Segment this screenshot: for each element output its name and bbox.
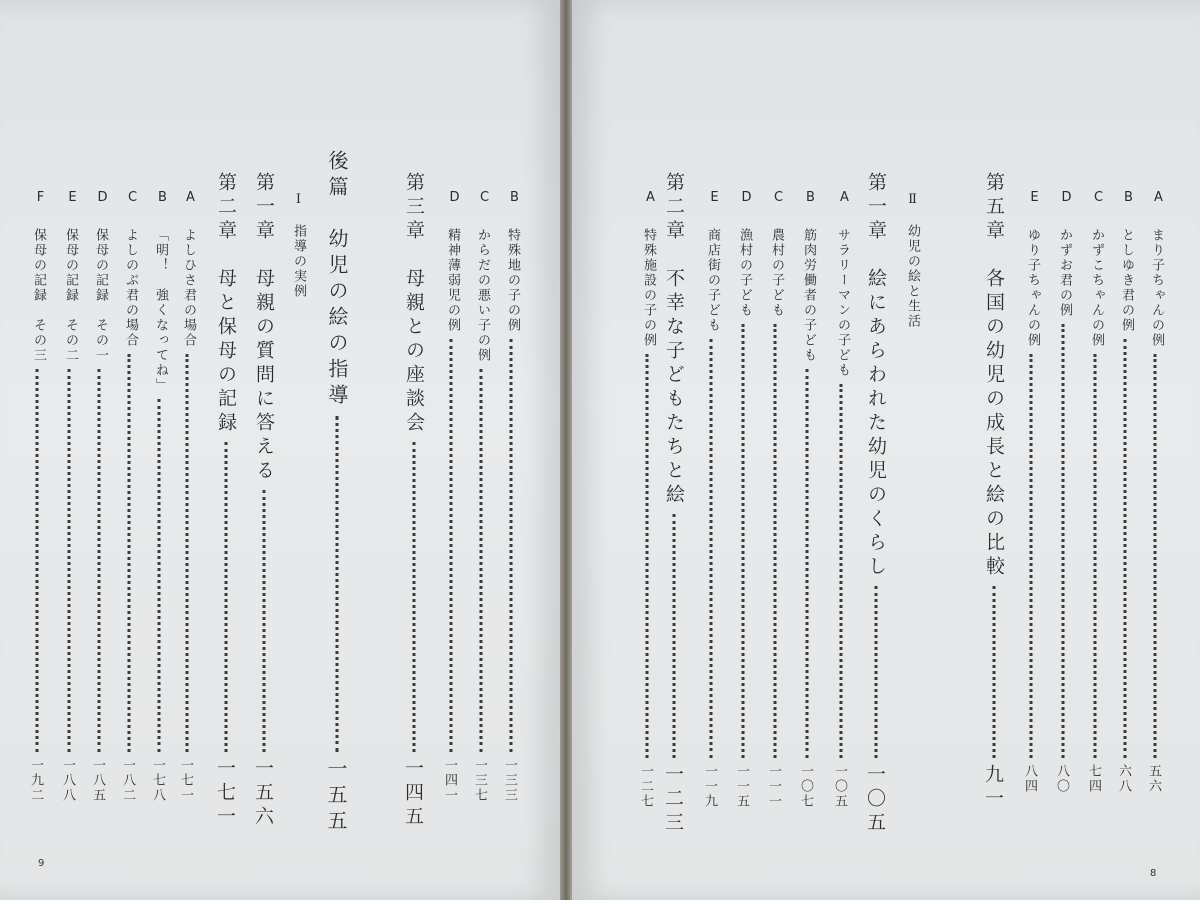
toc-entry-title: よしひさ君の場合 [181,228,196,348]
toc-entry-left-F [26,0,48,900]
toc-entry-label: D [95,190,110,207]
leader-dots [875,586,878,758]
toc-entry-title: 第五章 各国の幼児の成長と絵の比較 [983,172,1005,580]
toc-entry-label: A [1151,190,1166,207]
toc-entry-page-number: 一〇七 [798,764,813,809]
toc-entry-label: C [1091,190,1106,207]
toc-chapter-left-2 [212,0,240,900]
toc-entry-title: ゆり子ちゃんの例 [1025,228,1040,348]
toc-entry-page-number: 一九二 [28,758,43,803]
toc-entry-page-number: 八四 [1022,764,1037,794]
toc-part-later [322,0,352,900]
toc-entry-page-number: 一五六 [252,758,274,830]
leader-dots [742,324,745,758]
toc-entry-left-D2 [440,0,462,900]
toc-entry-label: E [65,190,80,207]
book-gutter [560,0,572,900]
toc-entry-label: B [155,190,170,207]
leader-dots [263,490,266,752]
toc-entry-title: まり子ちゃんの例 [1149,228,1164,348]
leader-dots [336,416,339,752]
toc-entry-page-number: 九一 [982,764,1004,812]
toc-entry-page-number: 一〇五 [864,764,886,836]
leader-dots [710,339,713,758]
toc-entry-label: B [803,190,818,207]
toc-entry-page-number: 八〇 [1054,764,1069,794]
toc-entry-left-A [176,0,198,900]
toc-entry-page-number: 一八二 [120,758,135,803]
toc-entry-label: E [707,190,722,207]
toc-entry-right-C [1084,0,1106,900]
leader-dots [840,384,843,758]
toc-entry-title: Ⅱ 幼児の絵と生活 [905,192,920,329]
toc-entry-page-number: 一五五 [324,758,348,836]
toc-entry-page-number: 一八八 [60,758,75,803]
toc-entry-title: 商店街の子ども [705,228,720,333]
toc-entry-right-A2 [830,0,852,900]
toc-entry-page-number: 一八五 [90,758,105,803]
toc-entry-right-E2 [700,0,722,900]
toc-entry-left-B [148,0,170,900]
toc-chapter-right-5 [980,0,1008,900]
toc-entry-page-number: 一七一 [178,758,193,803]
leader-dots [673,514,676,758]
leader-dots [413,442,416,752]
toc-entry-title: 後篇 幼児の絵の指導 [325,150,349,410]
toc-entry-right-B [1114,0,1136,900]
toc-entry-title: 保母の記録 その二 [63,228,78,363]
toc-entry-title: 第二章 不幸な子どもたちと絵 [663,172,685,508]
toc-entry-title: 特殊地の子の例 [505,228,520,333]
toc-entry-title: 「明！ 強くなってね」 [153,228,168,393]
toc-entry-left-B2 [500,0,522,900]
toc-entry-page-number: 一四五 [402,758,424,830]
toc-entry-page-number: 七四 [1086,764,1101,794]
toc-entry-title: 第一章 絵にあらわれた幼児のくらし [865,172,887,580]
toc-entry-title: からだの悪い子の例 [475,228,490,363]
toc-entry-label: D [739,190,754,207]
toc-entry-title: 保母の記録 その三 [31,228,46,363]
toc-entry-page-number: 一一五 [734,764,749,809]
toc-entry-page-number: 六八 [1116,764,1131,794]
toc-entry-label: C [771,190,786,207]
toc-entry-label: A [643,190,658,207]
leader-dots [1030,354,1033,758]
toc-entry-title: 漁村の子ども [737,228,752,318]
toc-entry-page-number: 一〇五 [832,764,847,809]
page-number-right: 8 [1150,868,1157,879]
toc-entry-page-number: 一七一 [214,758,236,830]
toc-entry-left-D [88,0,110,900]
toc-entry-label: D [447,190,462,207]
leader-dots [450,339,453,752]
toc-entry-page-number: 一三七 [472,758,487,803]
toc-entry-left-C [118,0,140,900]
leader-dots [1124,339,1127,758]
toc-entry-title: 第三章 母親との座談会 [403,172,425,436]
toc-entry-right-A [1144,0,1166,900]
toc-entry-right-C2 [764,0,786,900]
toc-entry-title: 特殊施設の子の例 [641,228,656,348]
leader-dots [510,339,513,752]
leader-dots [36,369,39,752]
toc-entry-page-number: 一二七 [638,764,653,809]
toc-entry-right-D2 [732,0,754,900]
toc-entry-title: Ⅰ 指導の実例 [291,192,306,299]
toc-part-I [286,0,308,900]
toc-entry-title: 精神薄弱児の例 [445,228,460,333]
toc-entry-title: 第一章 母親の質問に答える [253,172,275,484]
leader-dots [1094,354,1097,758]
toc-entry-title: 第二章 母と保母の記録 [215,172,237,436]
toc-entry-right-E [1020,0,1042,900]
toc-entry-label: A [183,190,198,207]
toc-entry-title: 筋肉労働者の子ども [801,228,816,363]
toc-entry-label: C [125,190,140,207]
toc-entry-left-E [58,0,80,900]
toc-entry-label: B [1121,190,1136,207]
toc-entry-title: 農村の子ども [769,228,784,318]
toc-entry-left-C2 [470,0,492,900]
toc-entry-page-number: 一四一 [442,758,457,803]
toc-entry-title: よしのぶ君の場合 [123,228,138,348]
toc-entry-title: としゆき君の例 [1119,228,1134,333]
leader-dots [993,586,996,758]
toc-entry-page-number: 一七八 [150,758,165,803]
toc-chapter-left-3 [400,0,428,900]
toc-entry-title: サラリーマンの子ども [835,228,850,378]
toc-entry-label: F [33,190,48,207]
leader-dots [225,442,228,752]
toc-entry-page-number: 一一九 [702,764,717,809]
leader-dots [774,324,777,758]
toc-entry-right-A3 [636,0,658,900]
toc-entry-page-number: 五六 [1146,764,1161,794]
toc-entry-label: E [1027,190,1042,207]
toc-entry-right-B2 [796,0,818,900]
toc-entry-label: B [507,190,522,207]
toc-entry-label: A [837,190,852,207]
toc-chapter-left-1 [250,0,278,900]
toc-entry-page-number: 一三三 [502,758,517,803]
toc-entry-title: 保母の記録 その一 [93,228,108,363]
toc-entry-label: C [477,190,492,207]
leader-dots [186,354,189,752]
toc-entry-title: かずお君の例 [1057,228,1072,318]
leader-dots [1154,354,1157,758]
leader-dots [646,354,649,758]
toc-entry-right-D [1052,0,1074,900]
leader-dots [806,369,809,758]
leader-dots [480,369,483,752]
leader-dots [68,369,71,752]
toc-chapter-right-2 [660,0,688,900]
leader-dots [128,354,131,752]
page-number-left: 9 [38,858,45,869]
toc-entry-page-number: 一一一 [766,764,781,809]
leader-dots [158,399,161,752]
toc-entry-title: かずこちゃんの例 [1089,228,1104,348]
toc-part-II [900,0,922,900]
toc-entry-label: D [1059,190,1074,207]
toc-chapter-right-1 [862,0,890,900]
leader-dots [98,369,101,752]
toc-entry-page-number: 一二三 [662,764,684,836]
leader-dots [1062,324,1065,758]
